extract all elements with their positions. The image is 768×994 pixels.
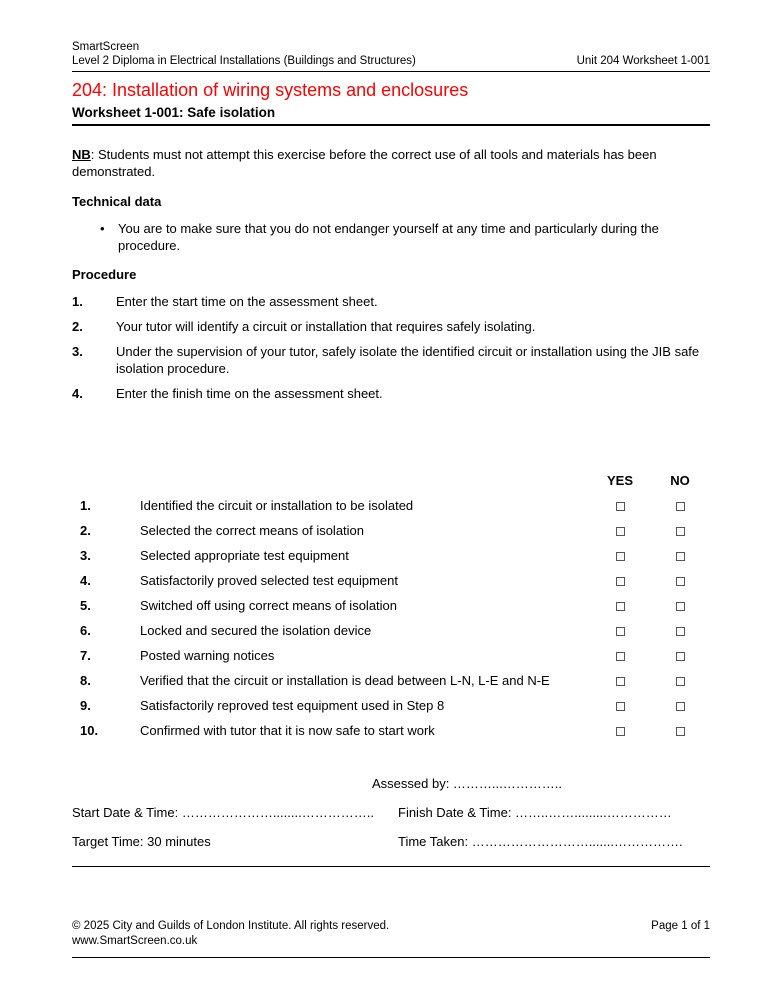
checklist-item-text: Verified that the circuit or installation is dead between L-N, L-E and N-E [140, 673, 550, 688]
checklist-item-text: Locked and secured the isolation device [140, 623, 372, 638]
content-end-divider [72, 866, 710, 867]
bullet-icon: • [100, 221, 105, 236]
checklist-item-number: 2. [80, 523, 91, 538]
checklist-item-number: 1. [80, 498, 91, 513]
yes-cell [590, 672, 650, 689]
checklist-item-text: Posted warning notices [140, 648, 275, 663]
course-title: Level 2 Diploma in Electrical Installations (Buildings and Structures) [72, 55, 416, 67]
yes-checkbox[interactable] [616, 502, 625, 511]
no-cell [650, 497, 710, 514]
checklist-row [72, 672, 710, 689]
checklist-item-number: 3. [80, 548, 91, 563]
checklist-row [72, 572, 710, 589]
step-text: Your tutor will identify a circuit or installation that requires safely isolating. [116, 319, 536, 334]
checklist-row [72, 597, 710, 614]
no-cell [650, 672, 710, 689]
yes-cell [590, 647, 650, 664]
brand-name: SmartScreen [72, 41, 140, 53]
procedure-step [72, 385, 710, 402]
checklist-item-number: 10. [80, 723, 99, 738]
yes-cell [590, 547, 650, 564]
no-cell [650, 722, 710, 739]
checklist-item-text: Selected the correct means of isolation [140, 523, 365, 538]
page-footer [72, 919, 710, 958]
technical-data-heading: Technical data [72, 194, 162, 209]
step-text: Enter the finish time on the assessment sheet. [116, 386, 383, 401]
checklist-item-text: Selected appropriate test equipment [140, 548, 349, 563]
procedure-step [72, 318, 710, 335]
footer-divider [72, 957, 710, 958]
time-row [72, 833, 710, 850]
page-title: 204: Installation of wiring systems and enclosures [72, 80, 469, 100]
yes-checkbox[interactable] [616, 627, 625, 636]
checklist-item-text: Satisfactorily reproved test equipment used in Step 8 [140, 698, 445, 713]
checklist-item-number: 6. [80, 623, 91, 638]
step-number: 3. [72, 344, 83, 359]
yes-cell [590, 622, 650, 639]
no-checkbox[interactable] [676, 652, 685, 661]
yes-checkbox[interactable] [616, 702, 625, 711]
technical-data-bullet [72, 220, 710, 254]
yes-cell [590, 722, 650, 739]
no-checkbox[interactable] [676, 502, 685, 511]
yes-checkbox[interactable] [616, 602, 625, 611]
no-cell [650, 547, 710, 564]
nb-label: NB [72, 147, 91, 162]
checklist-row [72, 647, 710, 664]
step-number: 2. [72, 319, 83, 334]
yes-column-header: YES [606, 473, 633, 488]
yes-checkbox[interactable] [616, 652, 625, 661]
checklist-row [72, 522, 710, 539]
checklist-item-text: Identified the circuit or installation to be isolated [140, 498, 414, 513]
copyright-text: © 2025 City and Guilds of London Institute. All rights reserved. [72, 920, 390, 932]
checklist-item-text: Satisfactorily proved selected test equipment [140, 573, 398, 588]
checklist-header-row [72, 472, 710, 489]
no-cell [650, 647, 710, 664]
no-column-header: NO [670, 473, 690, 488]
procedure-heading: Procedure [72, 267, 137, 282]
checklist-row [72, 722, 710, 739]
yes-cell [590, 497, 650, 514]
no-checkbox[interactable] [676, 577, 685, 586]
unit-reference: Unit 204 Worksheet 1-001 [576, 55, 710, 67]
yes-checkbox[interactable] [616, 727, 625, 736]
header-divider [72, 71, 710, 72]
checklist-item-number: 9. [80, 698, 91, 713]
page-header [72, 40, 710, 68]
checklist-row [72, 497, 710, 514]
finish-date-time-field: Finish Date & Time: ……..…….........…………… [398, 805, 672, 820]
no-checkbox[interactable] [676, 627, 685, 636]
no-checkbox[interactable] [676, 677, 685, 686]
checklist-item-number: 8. [80, 673, 91, 688]
checklist-header-spacer [72, 472, 590, 489]
yes-checkbox[interactable] [616, 677, 625, 686]
bullet-text: You are to make sure that you do not endanger yourself at any time and particularly during the procedure. [118, 221, 659, 253]
checklist-row [72, 697, 710, 714]
yes-cell [590, 697, 650, 714]
assessment-checklist [72, 472, 710, 739]
website-link[interactable]: www.SmartScreen.co.uk [72, 935, 198, 947]
step-text: Under the supervision of your tutor, safely isolate the identified circuit or installation using the JIB safe isolation procedure. [116, 344, 700, 376]
yes-cell [590, 597, 650, 614]
no-cell [650, 572, 710, 589]
no-cell [650, 697, 710, 714]
no-checkbox[interactable] [676, 702, 685, 711]
procedure-step [72, 293, 710, 310]
assessed-by-field: Assessed by: ………...………….. [372, 776, 562, 791]
checklist-row [72, 547, 710, 564]
checklist-item-text: Switched off using correct means of isolation [140, 598, 398, 613]
footer-left [72, 919, 389, 949]
no-checkbox[interactable] [676, 527, 685, 536]
page-number: Page 1 of 1 [651, 920, 710, 932]
nb-note [72, 146, 710, 180]
procedure-step [72, 343, 710, 377]
checklist-item-number: 5. [80, 598, 91, 613]
yes-cell [590, 522, 650, 539]
checklist-item-number: 4. [80, 573, 91, 588]
no-cell [650, 622, 710, 639]
checklist-item-number: 7. [80, 648, 91, 663]
yes-cell [590, 572, 650, 589]
step-number: 4. [72, 386, 83, 401]
no-cell [650, 597, 710, 614]
start-date-time-field: Start Date & Time: …………………........…………….. [72, 805, 374, 820]
checklist-row [72, 622, 710, 639]
yes-checkbox[interactable] [616, 577, 625, 586]
no-cell [650, 522, 710, 539]
step-number: 1. [72, 294, 83, 309]
header-left [72, 40, 416, 68]
date-time-row [72, 804, 710, 821]
target-time-field: Target Time: 30 minutes [72, 834, 211, 849]
no-checkbox[interactable] [676, 552, 685, 561]
worksheet-subtitle: Worksheet 1-001: Safe isolation [72, 104, 710, 126]
yes-checkbox[interactable] [616, 527, 625, 536]
step-text: Enter the start time on the assessment sheet. [116, 294, 378, 309]
checklist-item-text: Confirmed with tutor that it is now safe to start work [140, 723, 435, 738]
nb-text: : Students must not attempt this exercise before the correct use of all tools and materials has been demonstrated. [72, 147, 657, 179]
no-checkbox[interactable] [676, 727, 685, 736]
yes-checkbox[interactable] [616, 552, 625, 561]
footer-row [72, 919, 710, 949]
time-taken-field: Time Taken: ……………………….......……………. [398, 834, 683, 849]
no-checkbox[interactable] [676, 602, 685, 611]
